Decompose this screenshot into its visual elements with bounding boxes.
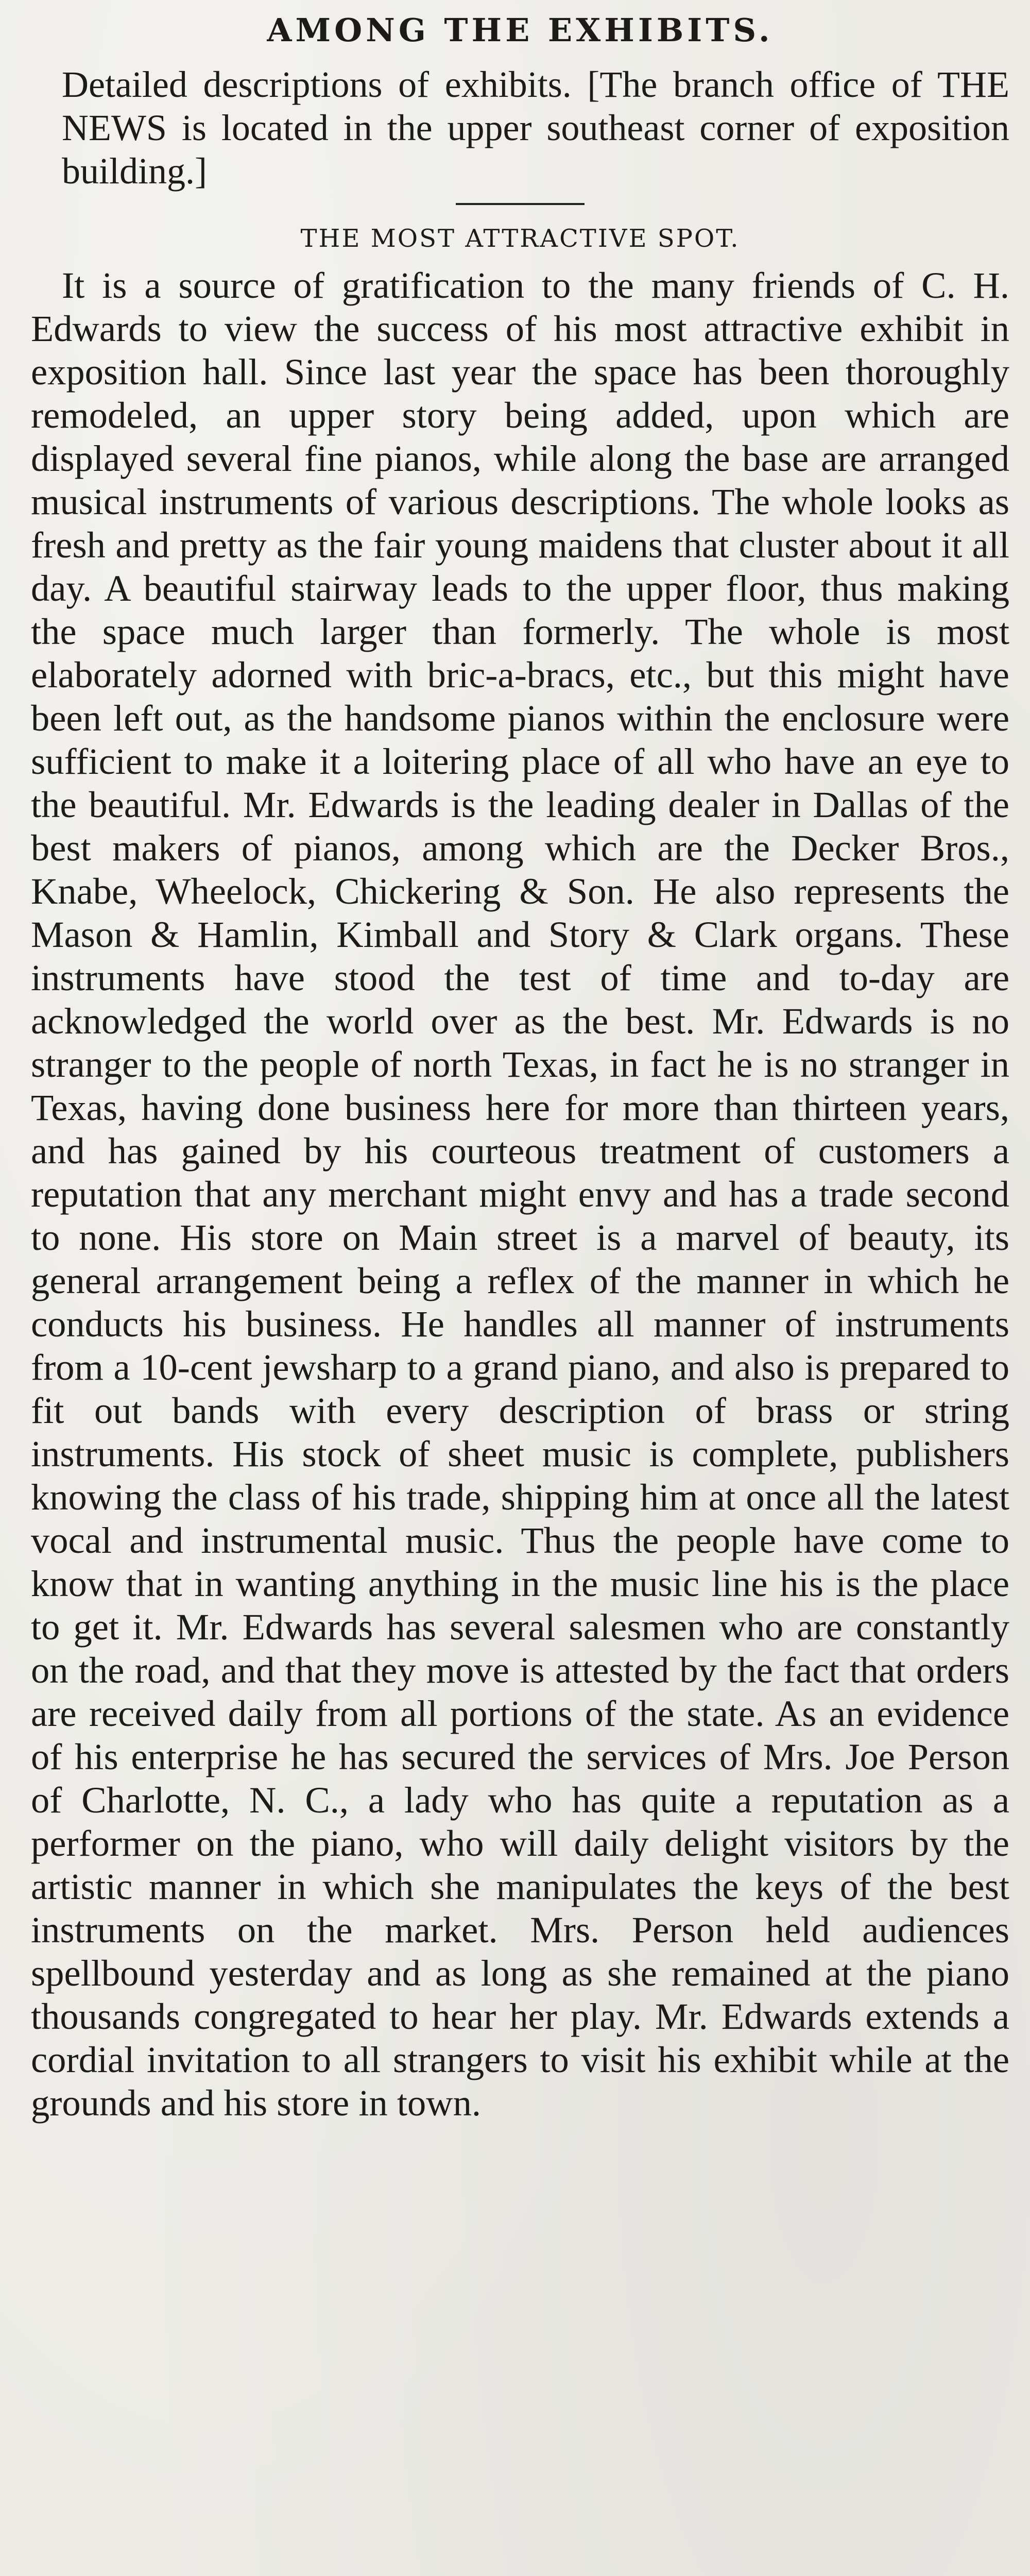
body-paragraph: It is a source of gratification to the many friends of C. H. Edwards to view the success of his most attractive exhibit in exposition hall. Since last year the space has been thoroughly remodeled, an upper story being added, upon which are displayed several fine pianos, while along the base are arranged musical instruments of various descriptions. The whole looks as fresh and pretty as the fair young maidens that cluster about it all day. A beautiful stairway leads to the upper floor, thus making the space much larger than formerly. The whole is most elaborately adorned with bric-a-bracs, etc., but this might have been left out, as the handsome pianos within the enclosure were sufficient to make it a loitering place of all who have an eye to the beautiful. Mr. Edwards is the leading dealer in Dallas of the best makers of pianos, among which are the Decker Bros., Knabe, Wheelock, Chickering & Son. He also represents the Mason & Hamlin, Kimball and Story & Clark organs. These instruments have stood the test of time and to-day are acknowledged the world over as the best. Mr. Edwards is no stranger to the people of north Texas, in fact he is no stranger in Texas, having done business here for more than thirteen years, and has gained by his courteous treatment of customers a reputation that any merchant might envy and has a trade second to none. His store on Main street is a marvel of beauty, its general arrangement being a reflex of the manner in which he conducts his business. He handles all manner of instruments from a 10-cent jewsharp to a grand piano, and also is prepared to fit out bands with every description of brass or string instruments. His stock of sheet music is complete, publishers knowing the class of his trade, shipping him at once all the latest vocal and instrumental music. Thus the people have come to know that in wanting anything in the music line his is the place to get it. Mr. Edwards has several salesmen who are constantly on the road, and that they move is attested by the fact that orders are received daily from all portions of the state. As an evidence of his enterprise he has secured the services of Mrs. Joe Person of Charlotte, N. C., a lady who has quite a reputation as a performer on the piano, who will daily delight visitors by the artistic manner in which she manipulates the keys of the best instruments on the market. Mrs. Person held audiences spellbound yesterday and as long as she remained at the piano thousands congregated to hear her play. Mr. Edwards extends a cordial invitation to all strangers to visit his exhibit while at the grounds and his store in town. — [31, 264, 1009, 2124]
article-body — [31, 264, 1009, 2125]
subheading: THE MOST ATTRACTIVE SPOT. — [300, 224, 740, 253]
section-divider — [456, 203, 585, 205]
intro-text: Detailed descriptions of exhibits. [The branch office of THE NEWS is located in the upper southeast corner of exposition building.] — [62, 64, 1009, 192]
headline: AMONG THE EXHIBITS. — [267, 11, 774, 49]
intro-paragraph — [31, 63, 1009, 193]
